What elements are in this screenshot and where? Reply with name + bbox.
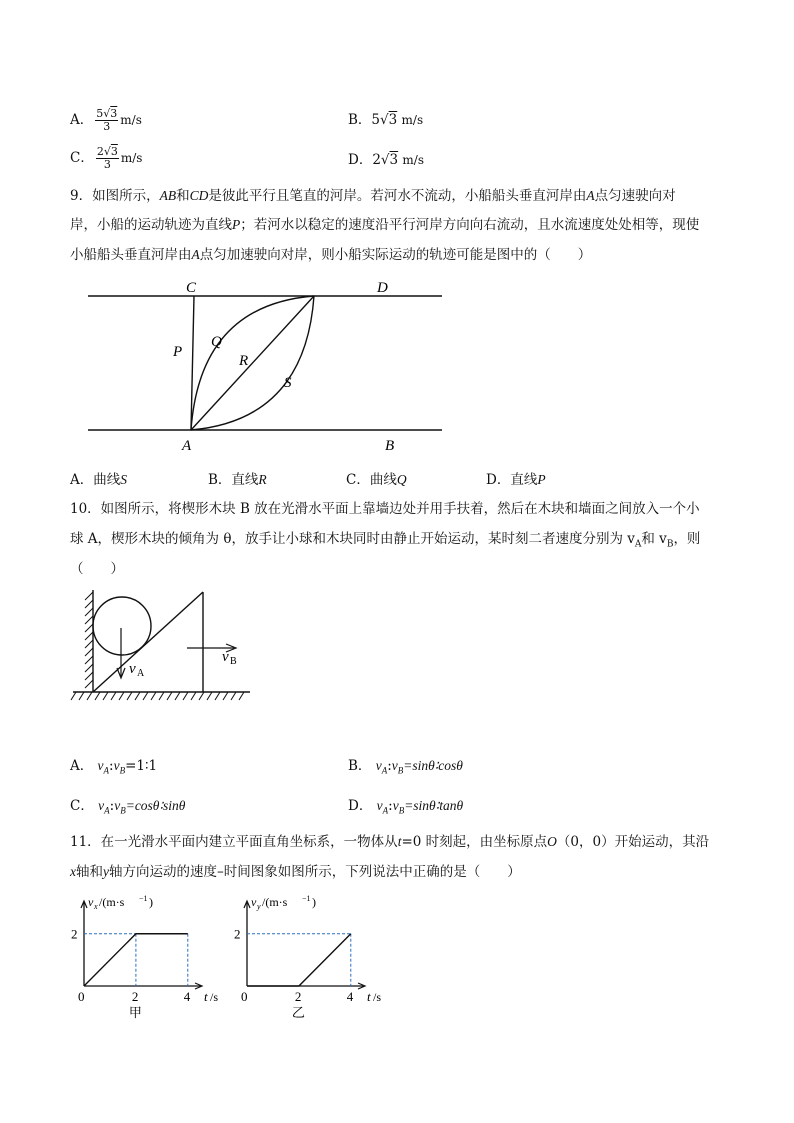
q9-line-2: 岸，小船的运动轨迹为直线P；若河水以稳定的速度沿平行河岸方向向右流动，且水流速度处处相等，现使 (70, 217, 700, 233)
x-tick-label: 2 (294, 989, 302, 1004)
q8-option-c: C． $\frac{2√3}{3}$ m/s (70, 145, 143, 171)
fraction: $\frac{5√3}{3}$ (96, 107, 118, 133)
x-tick-label: 4 (183, 989, 191, 1004)
label-b: B (385, 438, 395, 454)
q10-option-d: D． $v_A:v_B=\sin\theta∶\tan\theta$ (348, 798, 464, 816)
q9-line-3: 小船船头垂直河岸由A点匀加速驶向对岸，则小船实际运动的轨迹可能是图中的（ ） (70, 247, 592, 263)
label-a: A (182, 438, 192, 454)
x-axis-label-unit: /s (373, 990, 382, 1004)
origin-label: 0 (78, 989, 85, 1004)
label-va-sub: A (137, 668, 145, 679)
label-s: S (284, 375, 292, 391)
x-axis-label-unit: /s (210, 990, 219, 1004)
q8-option-b: B．5√3 m/s (348, 112, 424, 128)
q9-line-1: 9．如图所示，AB和CD是彼此平行且笔直的河岸。若河水不流动，小船船头垂直河岸由A点匀速驶向对 (70, 188, 676, 204)
label-vb: v (222, 649, 229, 665)
chart-caption: 甲 (128, 1005, 142, 1020)
x-axis-label-t: t (367, 989, 371, 1004)
y-axis-label-unit: /(m·s (262, 895, 288, 909)
y-tick-label: 2 (71, 926, 78, 942)
label-p: P (173, 344, 183, 360)
q10-option-b: B． $v_A:v_B=\sin\theta∶\cos\theta$ (348, 758, 463, 776)
y-axis-label-sub: x (94, 902, 98, 911)
y-axis-label-sup: −1 (139, 894, 148, 903)
y-axis-label-sub: y (257, 902, 261, 911)
q10-line-2: 球 A，楔形木块的倾角为 θ，放手让小球和木块同时由静止开始运动，某时刻二者速度分别为 $v_A$和 $v_B$，则 (70, 531, 701, 550)
q8-option-a: A． $\frac{5√3}{3}$ m/s (70, 107, 142, 133)
y-tick-label: 2 (234, 926, 241, 942)
q11-line-2: x轴和y轴方向运动的速度–时间图象如图所示，下列说法中正确的是（ ） (70, 864, 521, 880)
y-axis-label-v: v (251, 895, 257, 909)
x-tick-label: 2 (131, 989, 139, 1004)
label-r: R (239, 353, 249, 369)
origin-label: 0 (241, 989, 248, 1004)
y-axis-label-unit: /(m·s (99, 895, 125, 909)
y-axis-label-close: ) (149, 895, 153, 909)
chart-caption: 乙 (291, 1005, 305, 1020)
y-axis-label-close: ) (312, 895, 316, 909)
q9-option-b: B．直线R (208, 472, 267, 488)
y-axis-label-v: v (88, 895, 94, 909)
q11-line-1: 11．在一光滑水平面内建立平面直角坐标系，一物体从t=0 时刻起，由坐标原点O（0，0）开始运动，其沿 (70, 834, 710, 850)
q10-option-c: C． $v_A:v_B=\cos\theta∶\sin\theta$ (70, 798, 186, 816)
y-axis-label-sup: −1 (302, 894, 311, 903)
label-q: Q (211, 334, 222, 350)
q9-option-d: D．直线P (486, 472, 546, 488)
label-va: v (129, 661, 136, 677)
label-vb-sub: B (230, 656, 237, 667)
q8-option-d: D．2√3 m/s (348, 152, 425, 168)
q9-option-c: C．曲线Q (346, 472, 407, 488)
label-c: C (186, 280, 197, 296)
x-axis-label-t: t (204, 989, 208, 1004)
q9-option-a: A．曲线S (70, 472, 127, 488)
fraction: $\frac{2√3}{3}$ (96, 145, 118, 171)
velocity-line (247, 934, 351, 986)
q10-line-1: 10．如图所示，将楔形木块 B 放在光滑水平面上靠墙边处并用手扶着，然后在木块和墙面之间放入一个小 (70, 501, 700, 517)
q10-line-3: （ ） (70, 561, 124, 577)
x-tick-label: 4 (346, 989, 354, 1004)
label-d: D (377, 280, 388, 296)
q10-option-a: A． $v_A:v_B=1∶1$ (70, 758, 158, 776)
